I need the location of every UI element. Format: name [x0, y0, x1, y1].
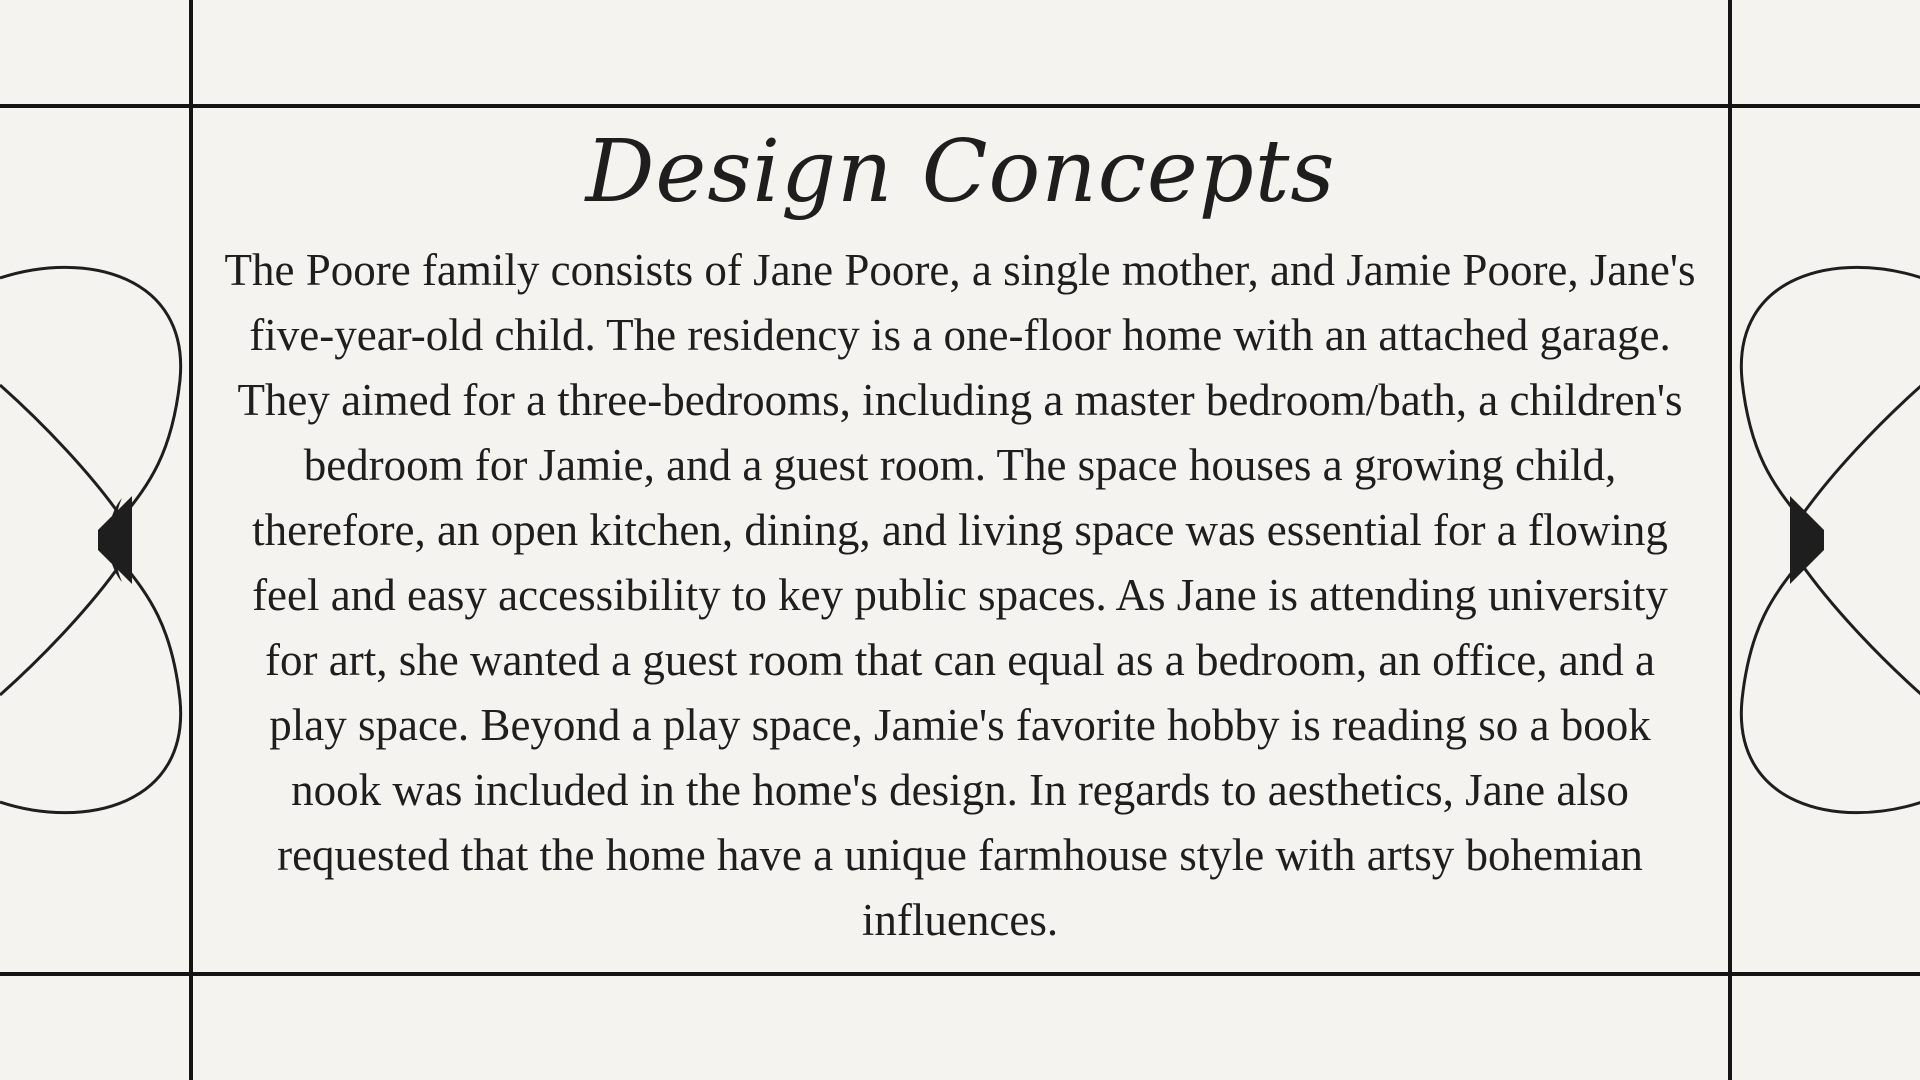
left-hourglass-ornament: [0, 260, 190, 820]
slide-body-paragraph: The Poore family consists of Jane Poore, a single mother, and Jamie Poore, Jane's five-year-old child. The residency is a one-floor home with an attached garage. They aimed for a three-bedrooms, including a master bedroom/bath, a children's bedroom for Jamie, and a guest room. The space houses a growing child, therefore, an open kitchen, dining, and living space was essential for a flowing feel and easy accessibility to key public spaces. As Jane is attending university for art, she wanted a guest room that can equal as a bedroom, an office, and a play space. Beyond a play space, Jamie's favorite hobby is reading so a book nook was included in the home's design. In regards to aesthetics, Jane also requested that the home have a unique farmhouse style with artsy bohemian influences.: [224, 245, 1696, 945]
right-hourglass-ornament: [1732, 260, 1920, 820]
horizontal-rule-top: [0, 104, 1920, 108]
horizontal-rule-bottom: [0, 972, 1920, 976]
slide-title: Design Concepts: [585, 122, 1336, 222]
